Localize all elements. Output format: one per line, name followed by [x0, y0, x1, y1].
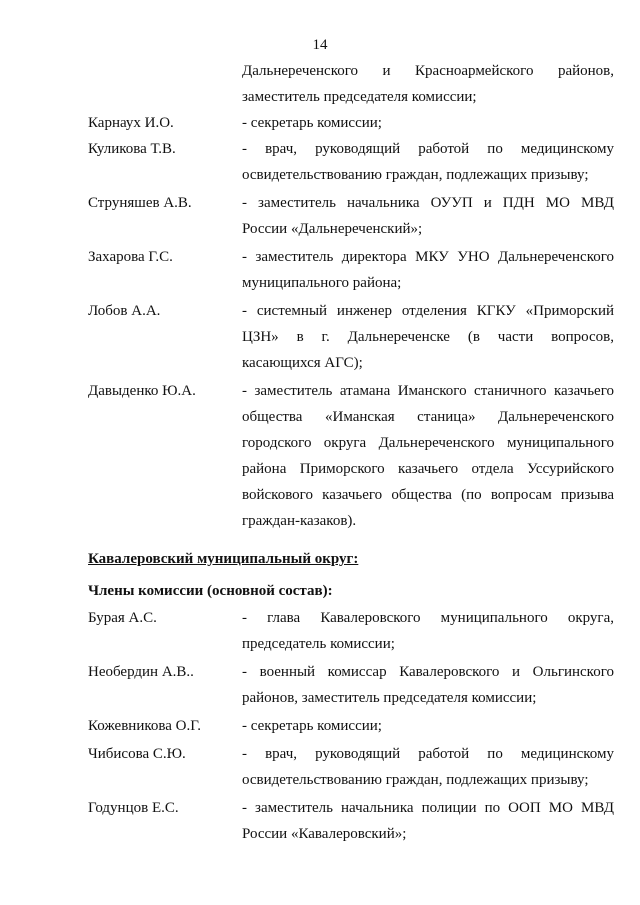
role-line: России «Дальнереченский»;	[242, 221, 423, 237]
member-name: Бурая А.С.	[88, 610, 157, 626]
role-line: председатель комиссии;	[242, 636, 395, 652]
members-list-b	[88, 605, 614, 847]
member-entry	[88, 110, 614, 136]
member-entry	[88, 605, 614, 657]
member-entry	[88, 713, 614, 739]
member-entry	[88, 190, 614, 242]
page-number: 14	[312, 37, 328, 53]
member-name: Куликова Т.В.	[88, 141, 176, 157]
member-role	[242, 659, 614, 711]
member-role	[242, 713, 614, 739]
role-line: - глава Кавалеровского муниципального округа,	[242, 610, 614, 626]
member-role	[242, 378, 614, 534]
section-title: Кавалеровский муниципальный округ:	[88, 551, 359, 567]
member-role	[242, 190, 614, 242]
role-line: района Приморского казачьего отдела Уссурийского	[242, 461, 614, 477]
member-name: Лобов А.А.	[88, 303, 161, 319]
member-entry	[88, 298, 614, 376]
member-role	[242, 795, 614, 847]
role-line: ЦЗН» в г. Дальнереченске (в части вопросов,	[242, 329, 614, 345]
role-line: - военный комиссар Кавалеровского и Ольгинского	[242, 664, 614, 680]
member-role	[242, 741, 614, 793]
role-line: освидетельствованию граждан, подлежащих призыву;	[242, 772, 589, 788]
member-name: Захарова Г.С.	[88, 249, 173, 265]
member-name: Карнаух И.О.	[88, 115, 174, 131]
role-line: России «Кавалеровский»;	[242, 826, 407, 842]
member-name: Кожевникова О.Г.	[88, 718, 201, 734]
role-line: - заместитель начальника ОУУП и ПДН МО МВД	[242, 195, 614, 211]
member-role	[242, 136, 614, 188]
role-line: - заместитель директора МКУ УНО Дальнереченского	[242, 249, 614, 265]
continuation-line: Дальнереченского и Красноармейского районов,	[242, 63, 614, 79]
member-role	[242, 110, 614, 136]
role-line: городского округа Дальнереченского муниципального	[242, 435, 614, 451]
member-entry	[88, 136, 614, 188]
role-line: освидетельствованию граждан, подлежащих призыву;	[242, 167, 589, 183]
member-role	[242, 605, 614, 657]
member-role	[242, 244, 614, 296]
continuation-entry	[88, 58, 614, 110]
member-role	[242, 298, 614, 376]
member-entry	[88, 795, 614, 847]
member-name: Давыденко Ю.А.	[88, 383, 196, 399]
member-entry	[88, 244, 614, 296]
member-name: Чибисова С.Ю.	[88, 746, 186, 762]
members-list-a	[88, 110, 614, 534]
role-line: войскового казачьего общества (по вопросам призыва	[242, 487, 614, 503]
member-entry	[88, 378, 614, 534]
continuation-line: заместитель председателя комиссии;	[242, 89, 477, 105]
continuation-block	[88, 58, 614, 110]
role-line: - секретарь комиссии;	[242, 718, 382, 734]
role-line: - секретарь комиссии;	[242, 115, 382, 131]
member-name: Необердин А.В..	[88, 664, 194, 680]
role-line: граждан-казаков).	[242, 513, 357, 529]
role-line: общества «Иманская станица» Дальнереченского	[242, 409, 614, 425]
role-line: муниципального района;	[242, 275, 402, 291]
role-line: - врач, руководящий работой по медицинскому	[242, 746, 614, 762]
member-name: Годунцов Е.С.	[88, 800, 179, 816]
member-name: Струняшев А.В.	[88, 195, 192, 211]
role-line: - системный инженер отделения КГКУ «Приморский	[242, 303, 614, 319]
role-line: - врач, руководящий работой по медицинскому	[242, 141, 614, 157]
subsection-title: Члены комиссии (основной состав):	[88, 583, 333, 599]
member-entry	[88, 741, 614, 793]
role-line: касающихся АГС);	[242, 355, 363, 371]
continuation-text	[242, 58, 614, 110]
role-line: районов, заместитель председателя комиссии;	[242, 690, 537, 706]
member-entry	[88, 659, 614, 711]
role-line: - заместитель атамана Иманского станичного казачьего	[242, 383, 614, 399]
role-line: - заместитель начальника полиции по ООП МО МВД	[242, 800, 614, 816]
